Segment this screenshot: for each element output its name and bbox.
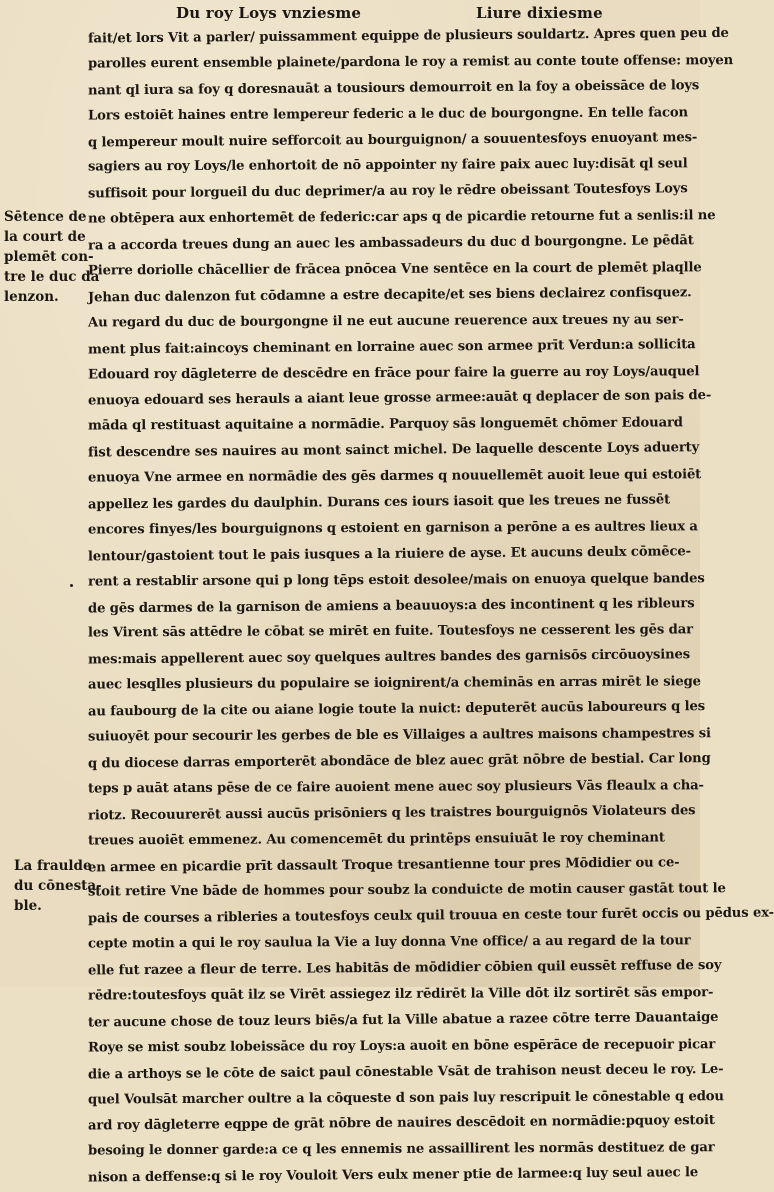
text-line: ard roy dāgleterre eqppe de grāt nōbre de nauires descēdoit en normādie:pquoy estoit [87, 1113, 715, 1134]
text-line: treues auoiēt emmenez. Au comencemēt du printēps ensuiuāt le roy cheminant [87, 830, 665, 849]
text-line: auec lesqlles plusieurs du populaire se ioignirent/a cheminās en arras mirēt le siege [87, 674, 701, 693]
text-line: les Virent sās attēdre le cōbat se mirēt en fuite. Toutesfoys ne cesserent les gēs dar [87, 622, 693, 641]
text-line: enuoya Vne armee en normādie des gēs darmes q nouuellemēt auoit leue qui estoiēt [87, 467, 702, 486]
text-line: enuoya edouard ses herauls a aiant leue grosse armee:auāt q deplacer de son pais de- [87, 388, 712, 409]
text-line: nison a deffense:q si le roy Vouloit Vers eulx mener ptie de larmee:q luy seul auec le [87, 1165, 699, 1186]
marginal-note-line: tre le duc da [4, 269, 100, 285]
marginal-note-line: ble. [14, 898, 42, 914]
text-line: pais de courses a ribleries a toutesfoys ceulx quil trouua en ceste tour furēt occis ou pēdus ex- [87, 905, 774, 927]
marginal-note-line: la court de [4, 229, 86, 245]
text-line: teps p auāt atans pēse de ce faire auoient mene auec soy plusieurs Vās fleaulx a cha- [87, 778, 704, 797]
text-line: fait/et lors Vit a parler/ puissamment equippe de plusieurs souldartz. Apres quen peu de [87, 25, 729, 47]
text-line: ment plus fait:aincoys cheminant en lorraine auec son armee prīt Verdun:a sollicita [87, 336, 696, 358]
marginal-note-line: La fraulde [14, 858, 92, 874]
text-line: parolles eurent ensemble plainete/pardona le roy a remist au conte toute offense: moyen [87, 53, 734, 72]
body-text [87, 24, 774, 1189]
text-line: rent a restablir arsone qui p long tēps estoit desolee/mais on enuoya quelque bandes [87, 570, 705, 590]
text-line: q du diocese darras emporterēt abondāce de blez auec grāt nōbre de bestial. Car long [87, 750, 711, 772]
text-line: ter aucune chose de touz leurs biēs/a fut la Ville abatue a razee cōtre terre Dauantaige [87, 1009, 719, 1031]
text-line: cepte motin a qui le roy saulua la Vie a luy donna Vne office/ a au regard de la tour [87, 933, 691, 952]
text-line: appellez les gardes du daulphin. Durans ces iours iasoit que les treues ne fussēt [87, 492, 671, 513]
running-head-left: Du roy Loys vnziesme [176, 4, 362, 22]
ink-mark [70, 584, 73, 587]
running-head-right: Liure dixiesme [476, 4, 603, 22]
text-line: au faubourg de la cite ou aiane logie toute la nuict: deputerēt aucūs laboureurs q les [87, 699, 706, 720]
text-line: Roye se mist soubz lobeissāce du roy Loys:a auoit en bōne espērāce de recepuoir picar [87, 1036, 716, 1056]
text-line: riotz. Recouurerēt aussi aucūs prisōniers q les traistres bourguignōs Violateurs des [87, 802, 696, 824]
text-line: Au regard du duc de bourgongne il ne eut aucune reuerence aux treues ny au ser- [87, 312, 684, 331]
text-line: ne obtēpera aux enhortemēt de federic:car aps q de picardie retourne fut a senlis:il ne [87, 208, 716, 227]
text-line: māda ql restituast aquitaine a normādie. Parquoy sās longuemēt chōmer Edouard [87, 415, 683, 434]
text-line: fist descendre ses nauires au mont sainct michel. De laquelle descente Loys aduerty [87, 440, 700, 461]
text-line: suffisoit pour lorgueil du duc deprimer/a au roy le rēdre obeissant Toutesfoys Loys [87, 181, 688, 202]
marginal-note-line: plemēt con- [4, 249, 94, 265]
text-line: lentour/gastoient tout le pais iusques a la riuiere de ayse. Et aucuns deulx cōmēce- [87, 544, 691, 565]
text-line: die a arthoys se le cōte de saict paul cōnestable Vsāt de trahison neust deceu le roy. Le- [87, 1061, 724, 1083]
text-line: encores finyes/les bourguignons q estoient en garnison a perōne a es aultres lieux a [87, 519, 698, 538]
marginal-note-fraud [14, 856, 102, 916]
text-line: q lempereur moult nuire sefforcoit au bourguignon/ a souuentesfoys enuoyant mes- [87, 129, 698, 151]
text-line: mes:mais appellerent auec soy quelques aultres bandes des garnisōs circōuoysines [87, 647, 691, 668]
marginal-note-line: du cōnesta- [14, 878, 102, 894]
text-line: en armee en picardie prīt dassault Troque tresantienne tour pres Mōdidier ou ce- [87, 854, 680, 875]
text-line: Jehan duc dalenzon fut cōdamne a estre decapite/et ses biens declairez confisquez. [87, 285, 692, 306]
text-line: stoit retire Vne bāde de hommes pour soubz la conduicte de motin causer gastāt tout le [87, 881, 726, 900]
text-line: Edouard roy dāgleterre de descēdre en frāce pour faire la guerre au roy Loys/auquel [87, 363, 700, 383]
text-line: elle fut razee a fleur de terre. Les habitās de mōdidier cōbien quil eussēt reffuse de soy [87, 958, 722, 979]
marginal-note-line: Sētence de [4, 209, 87, 225]
text-line: Lors estoiēt haines entre lempereur federic a le duc de bourgongne. En telle facon [87, 105, 689, 124]
text-line: Pierre doriolle chācellier de frācea pnōcea Vne sentēce en la court de plemēt plaqlle [87, 260, 702, 279]
text-line: rēdre:toutesfoys quāt ilz se Virēt assiegez ilz rēdirēt la Ville dōt ilz sortirēt sās empor- [87, 985, 714, 1004]
marginal-note-sentence [4, 207, 99, 307]
text-line: de gēs darmes de la garnison de amiens a beauuoys:a des incontinent q les ribleurs [87, 595, 695, 617]
text-line: sagiers au roy Loys/le enhortoit de nō appointer ny faire paix auec luy:disāt ql seul [87, 156, 688, 175]
text-line: suiuoyēt pour secourir les gerbes de ble es Villaiges a aultres maisons champestres si [87, 726, 711, 745]
text-line: ra a accorda treues dung an auec les ambassadeurs du duc d bourgongne. Le pēdāt [87, 233, 694, 254]
text-line: nant ql iura sa foy q doresnauāt a tousiours demourroit en la foy a obeissāce de loys [87, 77, 700, 99]
marginal-note-line: lenzon. [4, 289, 59, 305]
text-line: besoing le donner garde:a ce q les ennemis ne assaillirent les normās destituez de gar [87, 1140, 715, 1159]
text-line: quel Voulsāt marcher oultre a la cōqueste d son pais luy rescripuit le cōnestable q edou [87, 1088, 724, 1108]
